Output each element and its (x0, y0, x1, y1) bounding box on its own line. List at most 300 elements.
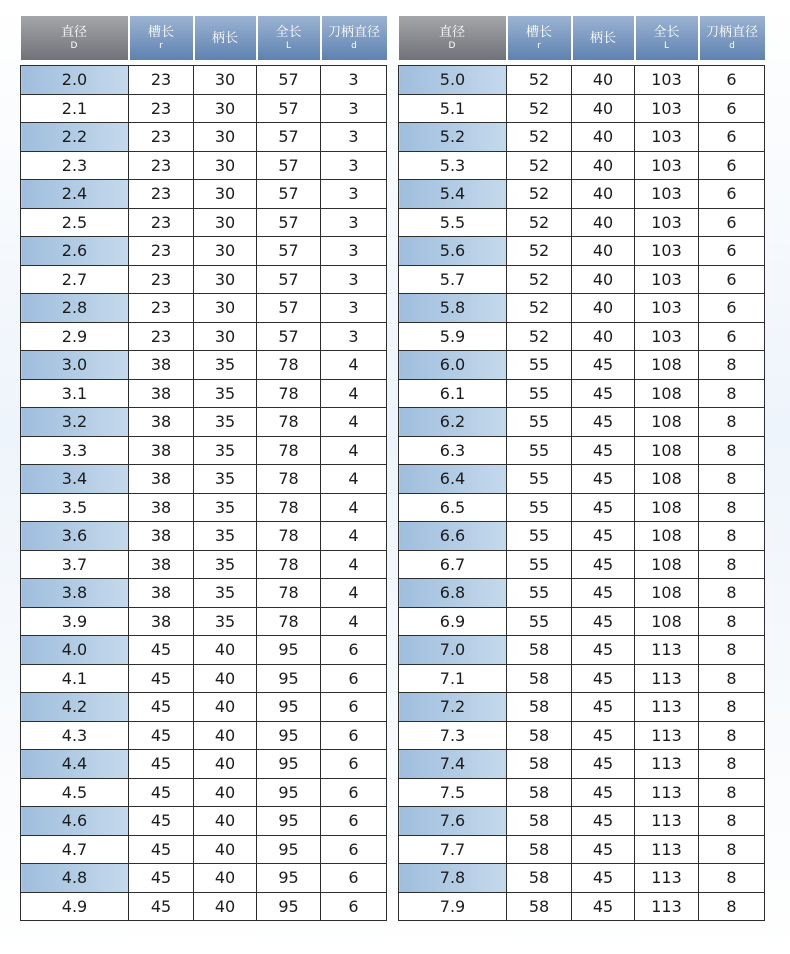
cell-shank-diameter: 8 (699, 408, 765, 437)
cell-overall-length: 113 (635, 835, 699, 864)
table-row (399, 237, 765, 266)
table-row (21, 493, 387, 522)
cell-flute-length: 52 (507, 180, 572, 209)
cell-overall-length: 108 (635, 493, 699, 522)
cell-overall-length: 113 (635, 721, 699, 750)
spec-table-right (398, 16, 765, 921)
table-row (21, 151, 387, 180)
cell-flute-length: 23 (129, 94, 194, 123)
cell-diameter: 7.4 (399, 750, 507, 779)
table-row (21, 379, 387, 408)
cell-diameter: 6.8 (399, 579, 507, 608)
cell-flute-length: 55 (507, 522, 572, 551)
cell-diameter: 3.4 (21, 465, 129, 494)
cell-shank-length: 40 (572, 123, 635, 152)
cell-flute-length: 38 (129, 522, 194, 551)
cell-flute-length: 38 (129, 465, 194, 494)
cell-shank-diameter: 8 (699, 550, 765, 579)
cell-shank-diameter: 6 (699, 237, 765, 266)
header-diameter (399, 16, 507, 60)
table-row (21, 807, 387, 836)
header-shank-diameter (699, 16, 765, 60)
cell-shank-diameter: 6 (321, 892, 387, 921)
cell-shank-length: 40 (572, 66, 635, 95)
cell-overall-length: 57 (257, 151, 321, 180)
table-row (21, 693, 387, 722)
cell-shank-diameter: 8 (699, 436, 765, 465)
cell-shank-diameter: 4 (321, 408, 387, 437)
cell-flute-length: 55 (507, 408, 572, 437)
cell-diameter: 5.8 (399, 294, 507, 323)
header-shank-diameter-sub: d (729, 40, 735, 51)
cell-diameter: 2.8 (21, 294, 129, 323)
cell-diameter: 6.6 (399, 522, 507, 551)
cell-overall-length: 113 (635, 750, 699, 779)
cell-diameter: 2.6 (21, 237, 129, 266)
cell-shank-length: 40 (572, 237, 635, 266)
cell-shank-diameter: 4 (321, 579, 387, 608)
cell-shank-length: 35 (194, 408, 257, 437)
header-flute-length (129, 16, 194, 60)
cell-diameter: 4.3 (21, 721, 129, 750)
table-row (21, 550, 387, 579)
table-row (399, 892, 765, 921)
cell-shank-diameter: 8 (699, 465, 765, 494)
cell-overall-length: 113 (635, 693, 699, 722)
cell-flute-length: 55 (507, 436, 572, 465)
cell-overall-length: 108 (635, 550, 699, 579)
spec-table-right-body (399, 60, 765, 921)
cell-overall-length: 57 (257, 294, 321, 323)
cell-overall-length: 57 (257, 265, 321, 294)
cell-shank-diameter: 8 (699, 835, 765, 864)
table-row (399, 94, 765, 123)
cell-flute-length: 58 (507, 892, 572, 921)
cell-diameter: 2.3 (21, 151, 129, 180)
cell-flute-length: 38 (129, 579, 194, 608)
table-row (399, 379, 765, 408)
cell-overall-length: 95 (257, 636, 321, 665)
header-diameter-label: 直径 (60, 24, 87, 40)
cell-diameter: 2.7 (21, 265, 129, 294)
cell-shank-diameter: 6 (321, 835, 387, 864)
cell-flute-length: 23 (129, 265, 194, 294)
header-shank-diameter (321, 16, 387, 60)
cell-overall-length: 103 (635, 237, 699, 266)
cell-diameter: 6.9 (399, 607, 507, 636)
cell-shank-diameter: 4 (321, 465, 387, 494)
cell-flute-length: 38 (129, 436, 194, 465)
table-row (21, 522, 387, 551)
cell-overall-length: 113 (635, 778, 699, 807)
header-overall-length (257, 16, 321, 60)
cell-overall-length: 103 (635, 180, 699, 209)
table-row (21, 294, 387, 323)
cell-shank-length: 35 (194, 493, 257, 522)
table-row (21, 835, 387, 864)
cell-diameter: 7.5 (399, 778, 507, 807)
header-diameter-sub: D (70, 40, 78, 51)
table-row (399, 294, 765, 323)
cell-overall-length: 78 (257, 408, 321, 437)
cell-flute-length: 52 (507, 151, 572, 180)
cell-shank-length: 45 (572, 607, 635, 636)
cell-shank-diameter: 6 (321, 778, 387, 807)
table-row (399, 750, 765, 779)
cell-overall-length: 78 (257, 493, 321, 522)
cell-shank-length: 40 (572, 180, 635, 209)
cell-diameter: 3.9 (21, 607, 129, 636)
cell-shank-diameter: 6 (699, 180, 765, 209)
cell-diameter: 4.5 (21, 778, 129, 807)
table-row (399, 265, 765, 294)
cell-flute-length: 45 (129, 750, 194, 779)
cell-diameter: 7.1 (399, 664, 507, 693)
header-row (399, 16, 765, 60)
cell-overall-length: 78 (257, 465, 321, 494)
cell-shank-length: 45 (572, 636, 635, 665)
cell-shank-length: 45 (572, 693, 635, 722)
header-shank-length (572, 16, 635, 60)
table-row (399, 436, 765, 465)
cell-flute-length: 23 (129, 151, 194, 180)
cell-diameter: 7.3 (399, 721, 507, 750)
cell-shank-length: 30 (194, 294, 257, 323)
cell-overall-length: 113 (635, 664, 699, 693)
header-overall-sub: L (285, 40, 291, 51)
cell-flute-length: 38 (129, 550, 194, 579)
header-flute-sub: r (159, 40, 163, 51)
cell-diameter: 3.2 (21, 408, 129, 437)
cell-shank-diameter: 6 (699, 66, 765, 95)
table-row (399, 493, 765, 522)
cell-diameter: 4.1 (21, 664, 129, 693)
cell-overall-length: 103 (635, 66, 699, 95)
cell-overall-length: 57 (257, 123, 321, 152)
cell-diameter: 4.9 (21, 892, 129, 921)
table-row (21, 607, 387, 636)
cell-overall-length: 108 (635, 351, 699, 380)
table-row (399, 180, 765, 209)
cell-flute-length: 45 (129, 835, 194, 864)
table-row (399, 807, 765, 836)
cell-flute-length: 23 (129, 208, 194, 237)
cell-overall-length: 103 (635, 322, 699, 351)
cell-flute-length: 55 (507, 465, 572, 494)
cell-shank-length: 40 (194, 750, 257, 779)
table-row (21, 237, 387, 266)
table-row (21, 721, 387, 750)
cell-flute-length: 45 (129, 807, 194, 836)
cell-shank-length: 35 (194, 379, 257, 408)
cell-shank-diameter: 8 (699, 892, 765, 921)
cell-overall-length: 57 (257, 237, 321, 266)
table-row (399, 835, 765, 864)
cell-shank-diameter: 3 (321, 265, 387, 294)
table-row (21, 465, 387, 494)
cell-shank-diameter: 8 (699, 664, 765, 693)
cell-flute-length: 52 (507, 66, 572, 95)
cell-shank-length: 40 (572, 322, 635, 351)
cell-diameter: 4.7 (21, 835, 129, 864)
cell-shank-length: 45 (572, 664, 635, 693)
cell-shank-length: 30 (194, 123, 257, 152)
header-shank-diameter-label: 刀柄直径 (705, 24, 758, 40)
spec-table-left-body (21, 60, 387, 921)
cell-shank-length: 35 (194, 351, 257, 380)
cell-overall-length: 103 (635, 123, 699, 152)
cell-shank-length: 40 (194, 892, 257, 921)
header-diameter-sub: D (448, 40, 456, 51)
cell-overall-length: 57 (257, 322, 321, 351)
cell-flute-length: 58 (507, 835, 572, 864)
cell-diameter: 6.5 (399, 493, 507, 522)
cell-diameter: 5.1 (399, 94, 507, 123)
cell-shank-length: 35 (194, 436, 257, 465)
table-row (399, 522, 765, 551)
cell-shank-diameter: 6 (321, 864, 387, 893)
cell-overall-length: 108 (635, 465, 699, 494)
cell-overall-length: 108 (635, 522, 699, 551)
cell-overall-length: 78 (257, 607, 321, 636)
cell-shank-length: 45 (572, 835, 635, 864)
header-row (21, 16, 387, 60)
cell-flute-length: 58 (507, 750, 572, 779)
cell-diameter: 4.8 (21, 864, 129, 893)
cell-diameter: 4.2 (21, 693, 129, 722)
cell-shank-length: 45 (572, 892, 635, 921)
cell-overall-length: 95 (257, 835, 321, 864)
cell-diameter: 3.0 (21, 351, 129, 380)
cell-shank-diameter: 8 (699, 778, 765, 807)
cell-shank-length: 30 (194, 180, 257, 209)
cell-flute-length: 23 (129, 180, 194, 209)
cell-diameter: 5.5 (399, 208, 507, 237)
table-row (21, 436, 387, 465)
cell-shank-diameter: 3 (321, 66, 387, 95)
cell-diameter: 6.7 (399, 550, 507, 579)
cell-flute-length: 45 (129, 892, 194, 921)
cell-shank-length: 40 (194, 778, 257, 807)
cell-shank-diameter: 4 (321, 522, 387, 551)
cell-overall-length: 78 (257, 522, 321, 551)
cell-diameter: 3.1 (21, 379, 129, 408)
cell-flute-length: 55 (507, 351, 572, 380)
cell-diameter: 2.5 (21, 208, 129, 237)
table-row (21, 351, 387, 380)
table-row (399, 66, 765, 95)
cell-flute-length: 23 (129, 322, 194, 351)
cell-shank-diameter: 3 (321, 294, 387, 323)
cell-diameter: 5.9 (399, 322, 507, 351)
cell-flute-length: 45 (129, 636, 194, 665)
cell-shank-diameter: 3 (321, 180, 387, 209)
cell-shank-diameter: 6 (699, 322, 765, 351)
cell-diameter: 5.2 (399, 123, 507, 152)
cell-diameter: 2.4 (21, 180, 129, 209)
cell-flute-length: 45 (129, 778, 194, 807)
cell-diameter: 7.8 (399, 864, 507, 893)
cell-flute-length: 55 (507, 379, 572, 408)
table-row (21, 94, 387, 123)
cell-shank-diameter: 8 (699, 579, 765, 608)
cell-overall-length: 95 (257, 892, 321, 921)
cell-overall-length: 78 (257, 379, 321, 408)
cell-diameter: 5.6 (399, 237, 507, 266)
cell-flute-length: 52 (507, 265, 572, 294)
cell-flute-length: 58 (507, 636, 572, 665)
table-row (399, 550, 765, 579)
cell-shank-length: 45 (572, 579, 635, 608)
cell-flute-length: 58 (507, 693, 572, 722)
cell-shank-diameter: 6 (699, 123, 765, 152)
cell-shank-length: 40 (194, 807, 257, 836)
header-flute-length (507, 16, 572, 60)
cell-overall-length: 103 (635, 94, 699, 123)
cell-shank-diameter: 4 (321, 379, 387, 408)
cell-flute-length: 52 (507, 208, 572, 237)
cell-overall-length: 108 (635, 379, 699, 408)
cell-shank-length: 35 (194, 607, 257, 636)
cell-shank-diameter: 4 (321, 493, 387, 522)
cell-diameter: 7.6 (399, 807, 507, 836)
cell-shank-diameter: 8 (699, 807, 765, 836)
cell-diameter: 5.7 (399, 265, 507, 294)
cell-flute-length: 23 (129, 294, 194, 323)
cell-overall-length: 78 (257, 436, 321, 465)
header-overall-label: 全长 (275, 24, 302, 40)
cell-flute-length: 52 (507, 94, 572, 123)
cell-shank-length: 45 (572, 379, 635, 408)
table-row (399, 322, 765, 351)
cell-shank-diameter: 3 (321, 123, 387, 152)
cell-shank-length: 45 (572, 408, 635, 437)
cell-flute-length: 23 (129, 66, 194, 95)
cell-flute-length: 38 (129, 351, 194, 380)
cell-flute-length: 38 (129, 379, 194, 408)
cell-diameter: 4.6 (21, 807, 129, 836)
cell-diameter: 4.0 (21, 636, 129, 665)
cell-shank-diameter: 6 (321, 750, 387, 779)
cell-shank-diameter: 4 (321, 351, 387, 380)
cell-overall-length: 103 (635, 265, 699, 294)
header-overall-sub: L (663, 40, 669, 51)
cell-overall-length: 95 (257, 664, 321, 693)
cell-shank-length: 45 (572, 750, 635, 779)
table-row (399, 636, 765, 665)
cell-shank-diameter: 3 (321, 151, 387, 180)
header-shank-diameter-sub: d (351, 40, 357, 51)
cell-shank-diameter: 6 (699, 265, 765, 294)
header-shank-diameter-label: 刀柄直径 (327, 24, 380, 40)
cell-diameter: 7.0 (399, 636, 507, 665)
cell-shank-length: 35 (194, 522, 257, 551)
cell-diameter: 6.1 (399, 379, 507, 408)
cell-diameter: 3.8 (21, 579, 129, 608)
cell-diameter: 6.0 (399, 351, 507, 380)
cell-diameter: 2.0 (21, 66, 129, 95)
cell-shank-diameter: 6 (321, 636, 387, 665)
table-row (21, 636, 387, 665)
cell-diameter: 5.4 (399, 180, 507, 209)
cell-shank-length: 30 (194, 151, 257, 180)
cell-shank-length: 40 (194, 835, 257, 864)
cell-shank-length: 35 (194, 550, 257, 579)
cell-shank-diameter: 6 (699, 151, 765, 180)
cell-overall-length: 113 (635, 892, 699, 921)
cell-shank-diameter: 6 (321, 693, 387, 722)
cell-shank-length: 45 (572, 493, 635, 522)
spec-table-left (20, 16, 387, 921)
cell-shank-length: 30 (194, 94, 257, 123)
cell-flute-length: 38 (129, 408, 194, 437)
table-row (21, 123, 387, 152)
cell-shank-diameter: 8 (699, 351, 765, 380)
cell-shank-length: 45 (572, 465, 635, 494)
cell-overall-length: 57 (257, 66, 321, 95)
cell-shank-length: 30 (194, 265, 257, 294)
table-row (399, 664, 765, 693)
cell-diameter: 7.9 (399, 892, 507, 921)
cell-diameter: 3.3 (21, 436, 129, 465)
cell-diameter: 3.6 (21, 522, 129, 551)
cell-flute-length: 55 (507, 579, 572, 608)
cell-shank-diameter: 8 (699, 864, 765, 893)
cell-shank-length: 45 (572, 778, 635, 807)
cell-shank-diameter: 3 (321, 322, 387, 351)
table-row (399, 465, 765, 494)
cell-overall-length: 95 (257, 807, 321, 836)
cell-overall-length: 103 (635, 294, 699, 323)
cell-shank-length: 30 (194, 208, 257, 237)
cell-flute-length: 58 (507, 864, 572, 893)
header-shank-length (194, 16, 257, 60)
cell-shank-length: 40 (572, 294, 635, 323)
cell-flute-length: 58 (507, 778, 572, 807)
cell-overall-length: 108 (635, 607, 699, 636)
cell-flute-length: 58 (507, 721, 572, 750)
header-shank-label: 柄长 (589, 30, 616, 46)
cell-flute-length: 23 (129, 123, 194, 152)
cell-diameter: 3.5 (21, 493, 129, 522)
cell-flute-length: 52 (507, 322, 572, 351)
cell-shank-diameter: 4 (321, 550, 387, 579)
cell-shank-diameter: 6 (699, 208, 765, 237)
cell-flute-length: 38 (129, 607, 194, 636)
cell-shank-diameter: 8 (699, 607, 765, 636)
header-flute-sub: r (537, 40, 541, 51)
cell-diameter: 3.7 (21, 550, 129, 579)
cell-overall-length: 95 (257, 721, 321, 750)
cell-shank-diameter: 4 (321, 607, 387, 636)
cell-shank-length: 30 (194, 66, 257, 95)
cell-overall-length: 108 (635, 408, 699, 437)
cell-overall-length: 113 (635, 864, 699, 893)
table-row (21, 180, 387, 209)
cell-diameter: 2.2 (21, 123, 129, 152)
cell-overall-length: 78 (257, 579, 321, 608)
cell-shank-diameter: 6 (699, 294, 765, 323)
cell-shank-diameter: 8 (699, 493, 765, 522)
cell-diameter: 6.4 (399, 465, 507, 494)
cell-shank-length: 40 (572, 208, 635, 237)
cell-overall-length: 57 (257, 208, 321, 237)
table-row (21, 664, 387, 693)
cell-shank-diameter: 8 (699, 721, 765, 750)
cell-shank-length: 45 (572, 721, 635, 750)
cell-overall-length: 95 (257, 750, 321, 779)
table-row (21, 778, 387, 807)
